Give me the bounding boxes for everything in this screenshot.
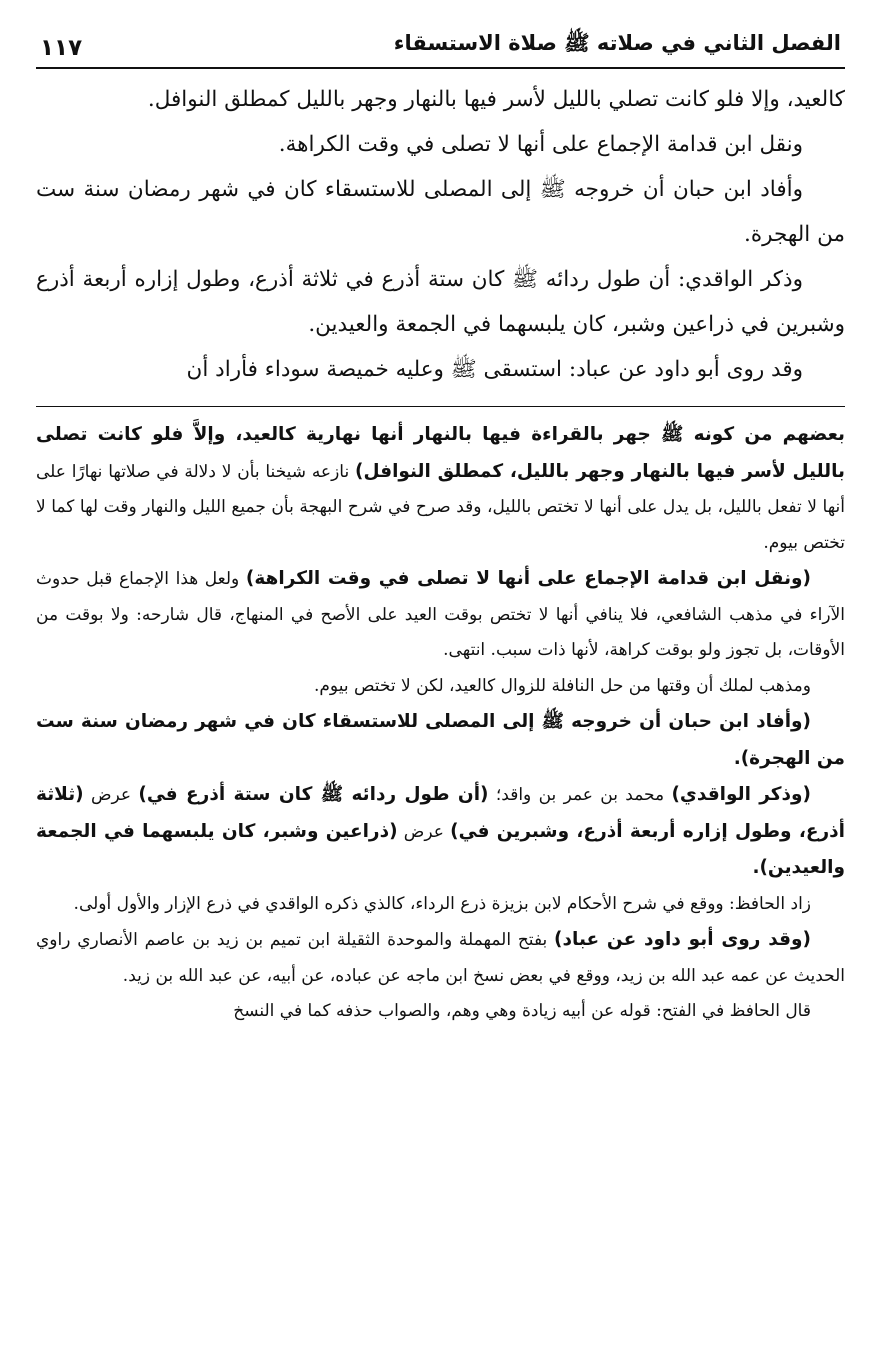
quoted-text: (أن طول ردائه ﷺ كان ستة أذرع في): [138, 784, 489, 805]
commentary-paragraph: ومذهب لملك أن وقتها من حل النافلة للزوال كالعيد، لكن لا تختص بيوم.: [313, 675, 811, 696]
quoted-text: (ذراعين وشبر، كان يلبسهما في الجمعة والعيدين).: [36, 820, 845, 878]
commentary-paragraph: [36, 704, 845, 777]
matn-paragraph: كالعيد، وإلا فلو كانت تصلي بالليل لأسر فيها بالنهار وجهر بالليل كمطلق النوافل.: [147, 87, 845, 112]
main-text: [36, 77, 845, 392]
quoted-text: (ثلاثة أذرع، وطول إزاره أربعة أذرع، وشبرين في): [36, 784, 845, 842]
running-header: [36, 30, 845, 65]
commentary-text-run: بفتح المهملة والموحدة الثقيلة ابن تميم بن زيد بن عاصم الأنصاري راوي الحديث عن عمه عبد الله بن زيد، ووقع في بعض نسخ ابن ماجه عن عباده، عن أبيه، عن عبد الله بن زيد.: [36, 930, 845, 986]
matn-paragraph: ونقل ابن قدامة الإجماع على أنها لا تصلى في وقت الكراهة.: [278, 132, 803, 157]
header-rule: [36, 67, 845, 69]
commentary-paragraph: [36, 417, 845, 561]
matn-paragraph: وذكر الواقدي: أن طول ردائه ﷺ كان ستة أذرع في ثلاثة أذرع، وطول إزاره أربعة أذرع وشبرين في ذراعين وشبر، كان يلبسهما في الجمعة والعيدين.: [36, 267, 845, 337]
quoted-text: بعضهم من كونه ﷺ جهر بالقراءة فيها بالنهار أنها نهارية كالعيد، وإلاَّ فلو كانت تصلى بالليل لأسر فيها بالنهار وجهر بالليل، كمطلق النوافل): [36, 424, 845, 482]
page-number: ١١٧: [40, 35, 83, 61]
commentary-text-run: عرض: [397, 821, 451, 842]
commentary-paragraph: [36, 777, 845, 887]
commentary-paragraph: زاد الحافظ: ووقع في شرح الأحكام لابن بزيزة ذرع الرداء، كالذي ذكره الواقدي في ذرع الإزار والأول أولى.: [73, 893, 811, 914]
commentary-text-run: محمد بن عمر بن واقد؛: [488, 785, 672, 805]
page: [36, 30, 845, 1030]
commentary-text: [36, 417, 845, 1030]
quoted-text: (وأفاد ابن حبان أن خروجه ﷺ إلى المصلى للاستسقاء كان في شهر رمضان سنة ست من الهجرة).: [36, 711, 845, 769]
matn-paragraph: وقد روى أبو داود عن عباد: استسقى ﷺ وعليه خميصة سوداء فأراد أن: [186, 357, 803, 382]
chapter-title: الفصل الثاني في صلاته ﷺ صلاة الاستسقاء: [393, 31, 841, 55]
commentary-paragraph: [36, 561, 845, 669]
commentary-paragraph: قال الحافظ في الفتح: قوله عن أبيه زيادة وهي وهم، والصواب حذفه كما في النسخ: [233, 1001, 811, 1021]
commentary-text-run: ولعل هذا الإجماع قبل حدوث الآراء في مذهب الشافعي، فلا ينافي أنها لا تختص بوقت العيد على الأصح في المنهاج، قال شارحه: ولا بوقت من الأوقات، بل تجوز ولو بوقت كراهة، لأنها ذات سبب. انتهى.: [36, 569, 845, 660]
commentary-text-run: عرض: [83, 785, 139, 805]
commentary-separator: [36, 406, 845, 407]
quoted-text: (ونقل ابن قدامة الإجماع على أنها لا تصلى في وقت الكراهة): [245, 568, 811, 589]
matn-paragraph: وأفاد ابن حبان أن خروجه ﷺ إلى المصلى للاستسقاء كان في شهر رمضان سنة ست من الهجرة.: [36, 177, 845, 247]
quoted-text: (وقد روى أبو داود عن عباد): [554, 929, 812, 950]
commentary-text-run: نازعه شيخنا بأن لا دلالة في صلاتها نهارًا على أنها لا تفعل بالليل، بل يدل على أنها لا تختص بالليل، وقد صرح في شرح البهجة بأن جميع الليل والنهار وقت لها كما لا تختص بيوم.: [36, 461, 845, 553]
quoted-text: (وذكر الواقدي): [671, 784, 811, 805]
commentary-paragraph: [36, 922, 845, 994]
